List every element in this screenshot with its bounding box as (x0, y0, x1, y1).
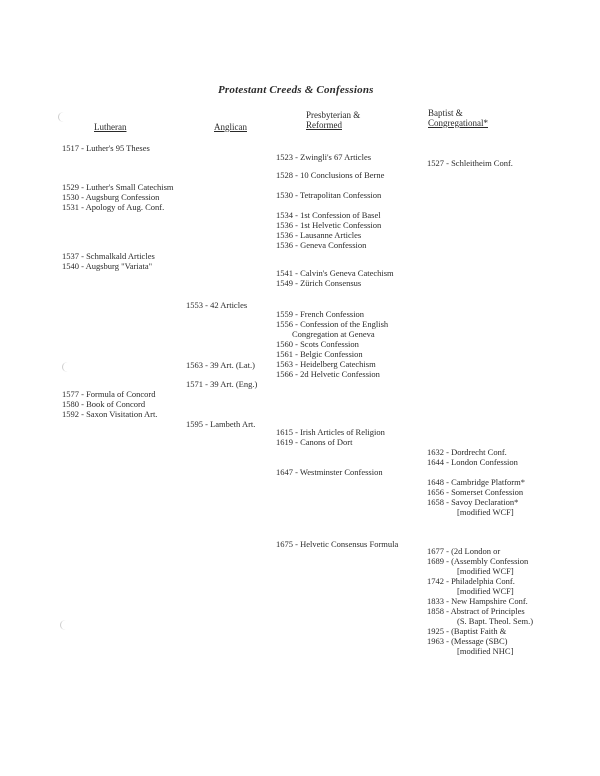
entry-line: 1549 - Zürich Consensus (276, 278, 362, 288)
reformed-group-2 (276, 170, 384, 180)
entry-line: 1658 - Savoy Declaration* (427, 497, 519, 507)
anglican-group-1 (186, 300, 247, 310)
entry-line: 1560 - Scots Confession (276, 339, 359, 349)
entry-line: 1537 - Schmalkald Articles (62, 251, 155, 261)
entry-line: 1536 - 1st Helvetic Confession (276, 220, 382, 230)
entry-line: 1580 - Book of Concord (62, 399, 146, 409)
lutheran-group-4 (62, 389, 157, 419)
reformed-group-5 (276, 268, 394, 288)
reformed-group-4 (276, 210, 381, 250)
lutheran-group-2 (62, 182, 174, 212)
reformed-group-1 (276, 152, 371, 162)
entry-line: 1858 - Abstract of Principles (427, 606, 525, 616)
baptist-group-3 (427, 477, 525, 517)
reformed-group-7 (276, 427, 385, 447)
reformed-group-8 (276, 467, 383, 477)
entry-line: 1648 - Cambridge Platform* (427, 477, 525, 487)
baptist-group-1 (427, 158, 513, 168)
document-title: Protestant Creeds & Confessions (218, 84, 374, 96)
entry-line: 1536 - Geneva Confession (276, 240, 367, 250)
entry-line: 1523 - Zwingli's 67 Articles (276, 152, 372, 162)
entry-line: 1677 - (2d London or (427, 546, 501, 556)
header-baptist-line-1: Baptist & (428, 108, 463, 118)
entry-line: [modified WCF] (457, 566, 514, 576)
entry-line: 1536 - Lausanne Articles (276, 230, 362, 240)
entry-line: 1528 - 10 Conclusions of Berne (276, 170, 385, 180)
entry-line: 1592 - Saxon Visitation Art. (62, 409, 158, 419)
header-anglican-text: Anglican (214, 122, 247, 132)
entry-line: 1566 - 2d Helvetic Confession (276, 369, 380, 379)
anglican-group-2 (186, 360, 255, 370)
anglican-group-4 (186, 419, 255, 429)
entry-line: 1742 - Philadelphia Conf. (427, 576, 515, 586)
entry-line: 1541 - Calvin's Geneva Catechism (276, 268, 394, 278)
entry-line: 1559 - French Confession (276, 309, 365, 319)
entry-line: 1531 - Apology of Aug. Conf. (62, 202, 165, 212)
header-anglican (214, 122, 247, 132)
entry-line: 1529 - Luther's Small Catechism (62, 182, 174, 192)
entry-line: 1963 - (Message (SBC) (427, 636, 508, 646)
entry-line: 1577 - Formula of Concord (62, 389, 156, 399)
entry-line: 1561 - Belgic Confession (276, 349, 363, 359)
entry-line: 1675 - Helvetic Consensus Formula (276, 539, 399, 549)
entry-line: 1619 - Canons of Dort (276, 437, 353, 447)
entry-line: 1563 - 39 Art. (Lat.) (186, 360, 255, 370)
reformed-group-3 (276, 190, 381, 200)
entry-line: 1925 - (Baptist Faith & (427, 626, 507, 636)
header-lutheran (94, 122, 126, 132)
header-reformed (306, 110, 360, 130)
header-reformed-line-2: Reformed (306, 120, 342, 130)
entry-line: (S. Bapt. Theol. Sem.) (457, 616, 534, 626)
baptist-group-2 (427, 447, 518, 467)
entry-line: 1517 - Luther's 95 Theses (62, 143, 150, 153)
entry-line: 1530 - Augsburg Confession (62, 192, 160, 202)
scan-mark (60, 620, 71, 630)
entry-line: 1556 - Confession of the English (276, 319, 389, 329)
entry-line: 1527 - Schleitheim Conf. (427, 158, 513, 168)
entry-line: 1540 - Augsburg "Variata" (62, 261, 153, 271)
entry-line: 1647 - Westminster Confession (276, 467, 383, 477)
lutheran-group-3 (62, 251, 155, 271)
header-lutheran-text: Lutheran (94, 122, 127, 132)
scan-mark (58, 112, 69, 122)
header-reformed-line-1: Presbyterian & (306, 110, 361, 120)
reformed-group-6 (276, 309, 388, 379)
entry-line: [modified WCF] (457, 586, 514, 596)
entry-line: 1595 - Lambeth Art. (186, 419, 256, 429)
scan-mark (62, 362, 73, 372)
entry-line: 1563 - Heidelberg Catechism (276, 359, 376, 369)
entry-line: 1644 - London Confession (427, 457, 518, 467)
entry-line: 1689 - (Assembly Confession (427, 556, 529, 566)
baptist-group-4 (427, 546, 533, 656)
entry-line: 1530 - Tetrapolitan Confession (276, 190, 382, 200)
entry-line: [modified WCF] (457, 507, 514, 517)
header-baptist-line-2: Congregational* (428, 118, 488, 128)
entry-line: 1571 - 39 Art. (Eng.) (186, 379, 258, 389)
lutheran-group-1 (62, 143, 150, 153)
entry-line: 1833 - New Hampshire Conf. (427, 596, 528, 606)
header-baptist (428, 108, 488, 128)
entry-line: 1553 - 42 Articles (186, 300, 248, 310)
entry-line: 1615 - Irish Articles of Religion (276, 427, 385, 437)
entry-line: [modified NHC] (457, 646, 514, 656)
anglican-group-3 (186, 379, 257, 389)
entry-line: Congregation at Geneva (292, 329, 375, 339)
entry-line: 1632 - Dordrecht Conf. (427, 447, 507, 457)
entry-line: 1534 - 1st Confession of Basel (276, 210, 381, 220)
reformed-group-9 (276, 539, 398, 549)
entry-line: 1656 - Somerset Confession (427, 487, 524, 497)
